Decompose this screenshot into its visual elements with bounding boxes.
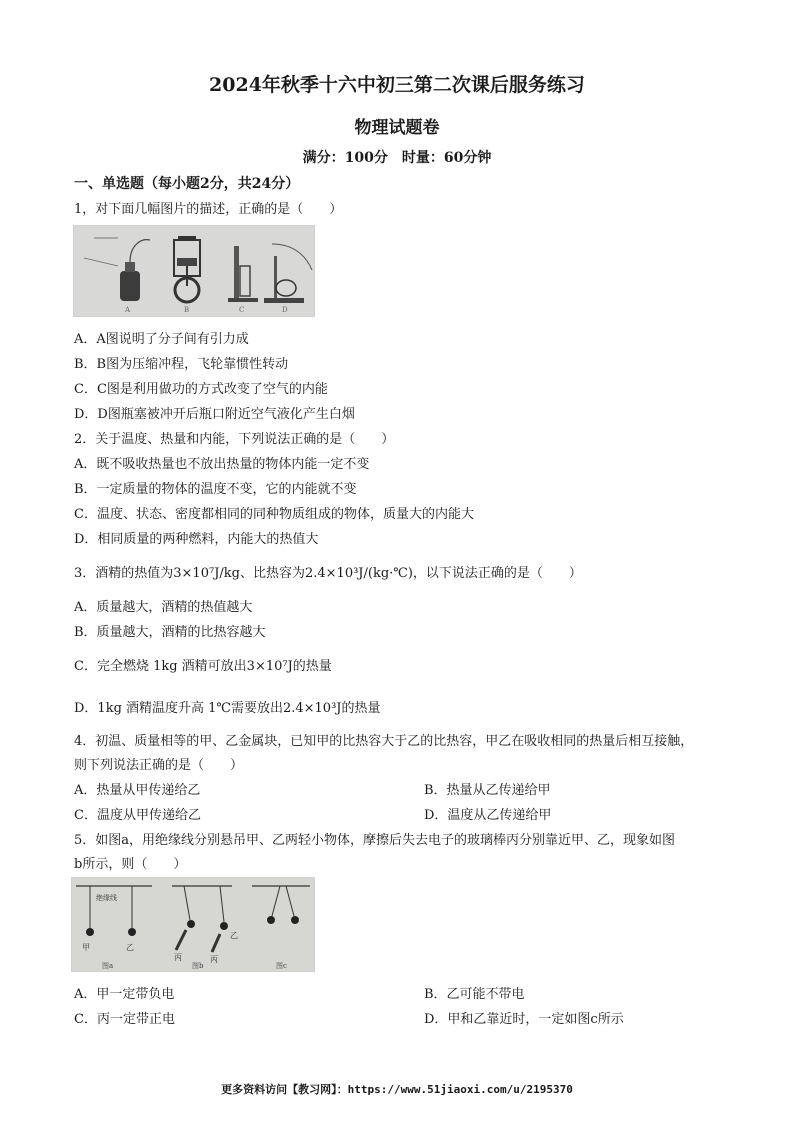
q5-option-c: C．丙一定带正电 — [74, 1012, 175, 1027]
exam-meta: 满分：100分 时量：60分钟 — [302, 150, 492, 166]
q1-option-b: B．B图为压缩冲程，飞轮靠惯性转动 — [74, 357, 289, 372]
q3-stem: 3．酒精的热值为3×10⁷J/kg、比热容为2.4×10³J/(kg·℃)，以下说法正确的是（ ） — [74, 566, 582, 581]
q4-option-a: A．热量从甲传递给乙 — [74, 783, 201, 798]
q1-figure-label-d: D — [282, 306, 288, 314]
q4-stem-line1: 4．初温、质量相等的甲、乙金属块，已知甲的比热容大于乙的比热容，甲乙在吸收相同的热量后相互接触， — [74, 734, 694, 749]
q5-figure-label-yi: 乙 — [126, 943, 134, 952]
q1-stem: 1，对下面几幅图片的描述，正确的是（ ） — [74, 202, 343, 217]
q4-option-b: B．热量从乙传递给甲 — [424, 783, 551, 798]
q5-option-d: D．甲和乙靠近时，一定如图c所示 — [424, 1012, 624, 1027]
q1-option-c: C．C图是利用做功的方式改变了空气的内能 — [74, 382, 328, 397]
q2-option-a: A．既不吸收热量也不放出热量的物体内能一定不变 — [74, 457, 370, 472]
q1-figure-label-a: A — [125, 306, 131, 314]
q3-option-b: B．质量越大，酒精的比热容越大 — [74, 625, 266, 640]
q2-option-b: B．一定质量的物体的温度不变，它的内能就不变 — [74, 482, 357, 497]
q5-figure-label-yi-b: 乙 — [230, 931, 238, 940]
q5-figure-caption-a: 图a — [102, 962, 114, 970]
q5-stem-line1: 5．如图a，用绝缘线分别悬吊甲、乙两轻小物体，摩擦后失去电子的玻璃棒丙分别靠近甲、乙，现象如图 — [74, 833, 676, 848]
q5-figure-caption-b: 图b — [192, 962, 204, 970]
q5-figure-label-bing-1: 丙 — [174, 953, 182, 962]
q5-figure-label-insulating-thread: 绝缘线 — [96, 894, 117, 902]
q4-option-d: D．温度从乙传递给甲 — [424, 808, 552, 823]
q2-stem: 2．关于温度、热量和内能，下列说法正确的是（ ） — [74, 432, 395, 447]
q1-option-a: A．A图说明了分子间有引力成 — [74, 332, 249, 347]
q4-option-c: C．温度从甲传递给乙 — [74, 808, 201, 823]
q5-option-b: B．乙可能不带电 — [424, 987, 525, 1002]
q4-stem-line2: 则下列说法正确的是（ ） — [74, 758, 244, 773]
q2-option-c: C．温度、状态、密度都相同的同种物质组成的物体，质量大的内能大 — [74, 507, 474, 522]
q5-figure — [71, 877, 315, 972]
page-subtitle: 物理试题卷 — [354, 118, 440, 138]
q1-figure-label-b: B — [184, 306, 190, 314]
page-title: 2024年秋季十六中初三第二次课后服务练习 — [209, 74, 585, 96]
q1-figure — [73, 225, 315, 317]
footer-link[interactable]: 更多资料访问【教习网】：https://www.51jiaoxi.com/u/2195370 — [221, 1083, 573, 1096]
q3-option-d: D．1kg 酒精温度升高 1℃需要放出2.4×10³J的热量 — [74, 701, 381, 716]
q2-option-d: D．相同质量的两种燃料，内能大的热值大 — [74, 532, 319, 547]
section-heading: 一、单选题（每小题2分，共24分） — [74, 176, 300, 192]
q1-option-d: D．D图瓶塞被冲开后瓶口附近空气液化产生白烟 — [74, 407, 355, 422]
q3-option-c: C．完全燃烧 1kg 酒精可放出3×10⁷J的热量 — [74, 659, 332, 674]
q5-option-a: A．甲一定带负电 — [74, 987, 175, 1002]
q5-figure-caption-c: 图c — [276, 962, 287, 970]
q5-stem-line2: b所示，则（ ） — [74, 857, 187, 872]
q3-option-a: A．质量越大，酒精的热值越大 — [74, 600, 253, 615]
q5-figure-label-jia: 甲 — [82, 943, 90, 952]
q1-figure-label-c: C — [239, 306, 245, 314]
q5-figure-label-bing-2: 丙 — [210, 955, 218, 964]
